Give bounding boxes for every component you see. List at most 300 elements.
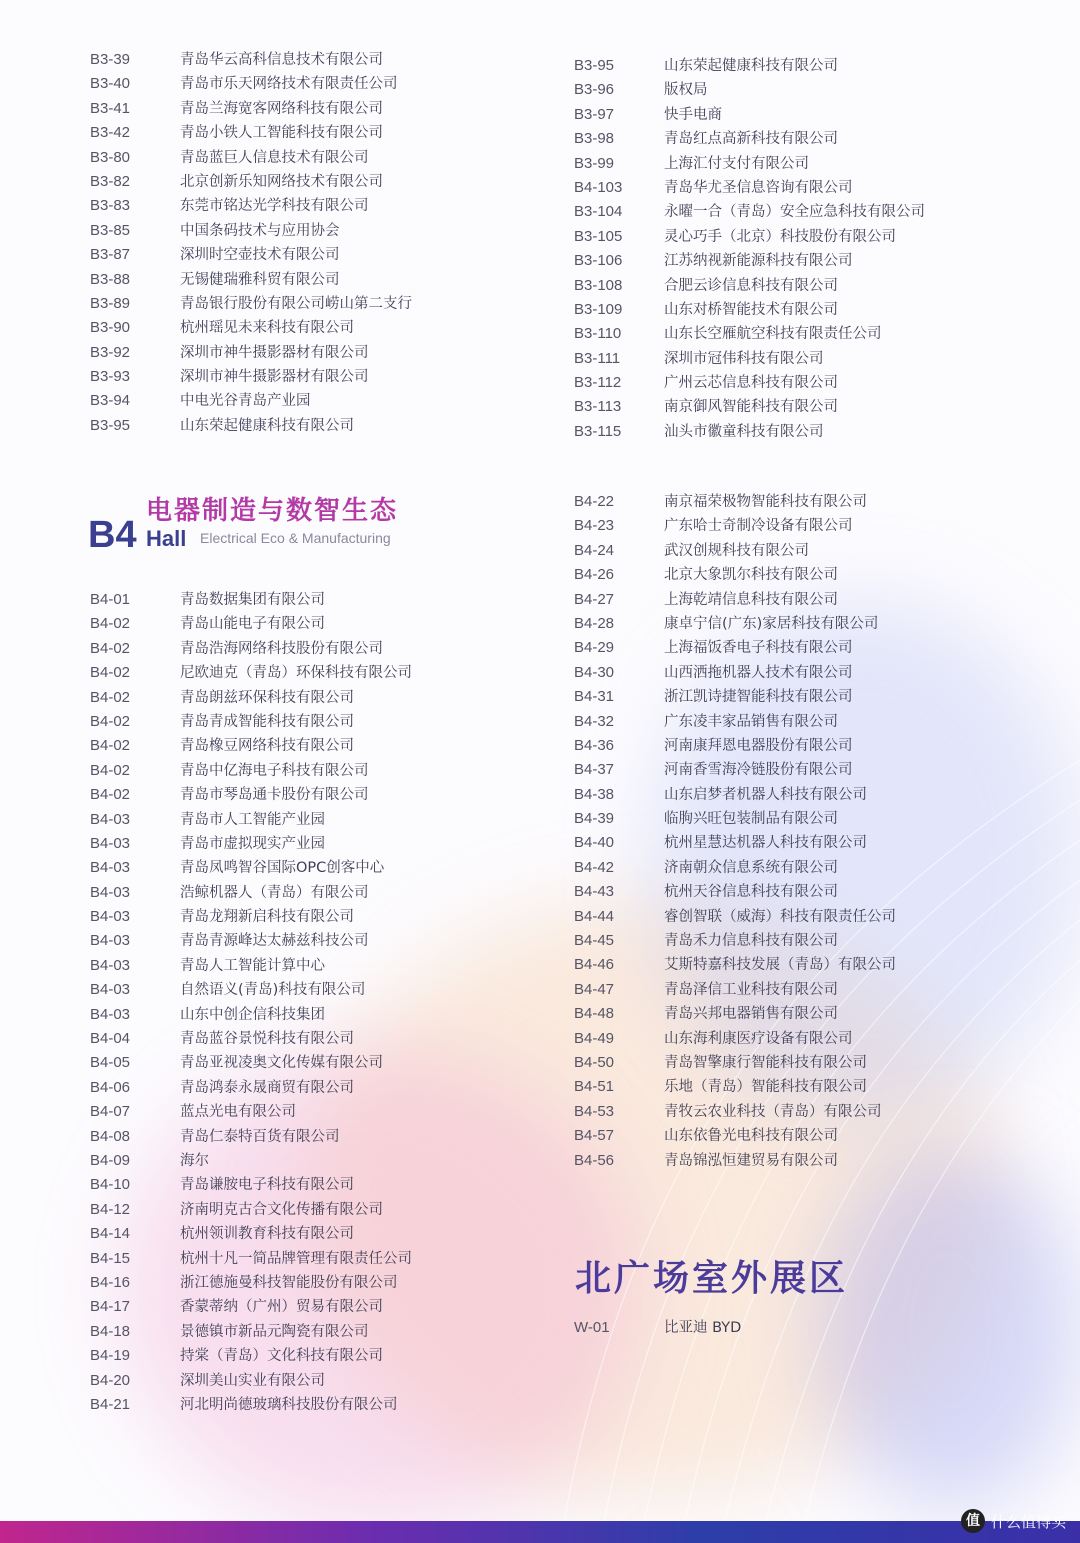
exhibitor-row: [90, 1369, 412, 1393]
booth-code: B4-03: [90, 859, 131, 877]
booth-code: B3-83: [90, 197, 131, 215]
company-name: 广东凌丰家品销售有限公司: [664, 713, 838, 730]
company-name: 比亚迪 BYD: [664, 1320, 742, 1336]
company-name: 青岛山能电子有限公司: [180, 616, 325, 633]
exhibitor-row: [574, 588, 896, 612]
exhibitor-row: [574, 225, 925, 249]
exhibitor-row: [90, 365, 412, 389]
company-name: 上海汇付支付有限公司: [664, 155, 809, 172]
exhibitor-row: [574, 514, 896, 538]
company-name: 青岛蓝巨人信息技术有限公司: [180, 149, 369, 166]
exhibitor-row: [90, 734, 412, 758]
hall-word: Hall: [146, 526, 187, 551]
exhibitor-row: [90, 1295, 412, 1319]
booth-code: B4-12: [90, 1200, 131, 1218]
company-name: 杭州星慧达机器人科技有限公司: [664, 835, 867, 852]
company-name: 青岛中亿海电子科技有限公司: [180, 762, 369, 779]
company-name: 江苏纳视新能源科技有限公司: [664, 253, 853, 270]
company-name: 青岛华云高科信息技术有限公司: [180, 52, 383, 68]
company-name: 上海乾靖信息科技有限公司: [664, 591, 838, 608]
exhibitor-row: [574, 1316, 741, 1340]
booth-code: B4-47: [574, 980, 615, 998]
booth-code: B4-29: [574, 639, 615, 657]
exhibitor-row: [90, 978, 412, 1002]
company-name: 青岛兰海宽客网络科技有限公司: [180, 100, 383, 117]
exhibitor-row: [574, 395, 925, 419]
company-name: 青岛市虚拟现实产业园: [180, 835, 325, 852]
exhibitor-row: [574, 661, 896, 685]
company-name: 青牧云农业科技（青岛）有限公司: [664, 1103, 882, 1120]
company-name: 快手电商: [664, 106, 722, 123]
exhibitor-row: [90, 1076, 412, 1100]
exhibitor-row: [90, 1247, 412, 1271]
exhibitor-row: [90, 612, 412, 636]
exhibitor-row: [574, 127, 925, 151]
exhibitor-row: [90, 661, 412, 685]
company-name: 山东对桥智能技术有限公司: [664, 301, 838, 318]
company-name: 青岛泽信工业科技有限公司: [664, 981, 838, 998]
booth-code: B3-105: [574, 227, 623, 245]
booth-code: B4-02: [90, 639, 131, 657]
company-name: 山东长空雁航空科技有限责任公司: [664, 326, 882, 343]
booth-code: B4-02: [90, 688, 131, 706]
company-name: 青岛亚视凌奥文化传媒有限公司: [180, 1055, 383, 1072]
exhibitor-row: [90, 1051, 412, 1075]
booth-code: W-01: [574, 1319, 610, 1336]
exhibitor-row: [90, 268, 412, 292]
hall-code: B4: [88, 514, 137, 556]
company-name: 杭州十凡一简品牌管理有限责任公司: [180, 1250, 412, 1267]
booth-code: B4-26: [574, 566, 615, 584]
booth-code: B4-49: [574, 1029, 615, 1047]
booth-code: B4-53: [574, 1102, 615, 1120]
exhibitor-row: [90, 292, 412, 316]
exhibitor-row: [90, 1027, 412, 1051]
exhibitor-row: [90, 121, 412, 145]
exhibitor-row: [90, 146, 412, 170]
booth-code: B4-02: [90, 664, 131, 682]
booth-code: B4-07: [90, 1103, 131, 1121]
exhibitor-row: [574, 1100, 896, 1124]
exhibitor-row: [90, 686, 412, 710]
company-name: 青岛锦泓恒建贸易有限公司: [664, 1152, 838, 1169]
exhibitor-row: [574, 249, 925, 273]
exhibitor-row: [574, 856, 896, 880]
exhibitor-row: [90, 341, 412, 365]
booth-code: B4-24: [574, 541, 615, 559]
booth-code: B4-32: [574, 712, 615, 730]
company-name: 深圳时空壶技术有限公司: [180, 247, 340, 264]
company-name: 青岛青成智能科技有限公司: [180, 713, 354, 730]
booth-code: B4-21: [90, 1395, 131, 1413]
exhibitor-row: [90, 194, 412, 218]
exhibitor-row: [90, 1344, 412, 1368]
company-name: 南京福荣极物智能科技有限公司: [664, 494, 867, 510]
booth-code: B4-48: [574, 1005, 615, 1023]
booth-code: B4-15: [90, 1249, 131, 1267]
company-name: 杭州瑶见未来科技有限公司: [180, 320, 354, 337]
exhibitor-row: [90, 1271, 412, 1295]
exhibitor-row: [90, 954, 412, 978]
company-name: 青岛浩海网络科技股份有限公司: [180, 640, 383, 657]
company-name: 青岛市琴岛通卡股份有限公司: [180, 787, 369, 804]
booth-code: B4-18: [90, 1322, 131, 1340]
booth-code: B3-97: [574, 105, 615, 123]
company-name: 山东荣起健康科技有限公司: [180, 417, 354, 434]
company-name: 武汉创规科技有限公司: [664, 542, 809, 559]
booth-code: B3-39: [90, 51, 131, 68]
company-name: 北京大象凯尔科技有限公司: [664, 567, 838, 584]
company-name: 浙江德施曼科技智能股份有限公司: [180, 1274, 398, 1291]
booth-code: B4-44: [574, 907, 615, 925]
booth-code: B4-03: [90, 834, 131, 852]
company-name: 青岛橡豆网络科技有限公司: [180, 738, 354, 755]
company-name: 南京御风智能科技有限公司: [664, 399, 838, 416]
booth-code: B4-23: [574, 517, 615, 535]
company-name: 河南康拜恩电器股份有限公司: [664, 737, 853, 754]
exhibitor-row: [574, 978, 896, 1002]
company-name: 青岛华尤圣信息咨询有限公司: [664, 179, 853, 196]
booth-code: B4-37: [574, 761, 615, 779]
company-name: 青岛智擎康行智能科技有限公司: [664, 1054, 867, 1071]
booth-code: B4-51: [574, 1078, 615, 1096]
exhibitor-row: [574, 758, 896, 782]
watermark-logo-icon: 值: [961, 1509, 985, 1533]
company-name: 广州云芯信息科技有限公司: [664, 375, 838, 392]
exhibitor-row: [574, 490, 896, 514]
exhibitor-row: [574, 905, 896, 929]
exhibitor-list-right-top: [574, 54, 925, 444]
booth-code: B4-06: [90, 1078, 131, 1096]
company-name: 青岛禾力信息科技有限公司: [664, 933, 838, 950]
company-name: 青岛数据集团有限公司: [180, 592, 325, 608]
exhibitor-row: [574, 78, 925, 102]
exhibitor-row: [574, 54, 925, 78]
exhibitor-row: [574, 710, 896, 734]
booth-code: B4-50: [574, 1053, 615, 1071]
company-name: 青岛鸿泰永晟商贸有限公司: [180, 1079, 354, 1096]
booth-code: B3-108: [574, 276, 623, 294]
exhibitor-row: [574, 152, 925, 176]
hall-title-cn: 电器制造与数智生态: [146, 496, 399, 526]
company-name: 青岛市人工智能产业园: [180, 811, 325, 828]
booth-code: B3-96: [574, 81, 615, 99]
booth-code: B4-30: [574, 663, 615, 681]
exhibitor-row: [90, 414, 412, 438]
exhibitor-row: [90, 72, 412, 96]
booth-code: B4-19: [90, 1347, 131, 1365]
exhibitor-row: [90, 48, 412, 72]
exhibitor-list-left-top: [90, 48, 412, 438]
exhibitor-row: [90, 1003, 412, 1027]
booth-code: B4-17: [90, 1298, 131, 1316]
booth-code: B3-92: [90, 343, 131, 361]
exhibitor-row: [574, 953, 896, 977]
exhibitor-row: [90, 1125, 412, 1149]
exhibitor-row: [90, 856, 412, 880]
booth-code: B4-103: [574, 178, 623, 196]
company-name: 汕头市徽童科技有限公司: [664, 423, 824, 440]
company-name: 深圳市神牛摄影器材有限公司: [180, 344, 369, 361]
exhibitor-row: [90, 905, 412, 929]
booth-code: B4-36: [574, 736, 615, 754]
company-name: 河南香雪海冷链股份有限公司: [664, 762, 853, 779]
hall-header: [88, 490, 428, 560]
company-name: 浙江凯诗捷智能科技有限公司: [664, 689, 853, 706]
booth-code: B4-10: [90, 1176, 131, 1194]
company-name: 北京创新乐知网络技术有限公司: [180, 173, 383, 190]
exhibitor-row: [574, 636, 896, 660]
booth-code: B3-110: [574, 325, 622, 343]
exhibitor-row: [90, 219, 412, 243]
company-name: 青岛仁泰特百货有限公司: [180, 1128, 340, 1145]
company-name: 灵心巧手（北京）科技股份有限公司: [664, 228, 896, 245]
company-name: 蓝点光电有限公司: [180, 1104, 296, 1121]
exhibitor-row: [90, 1320, 412, 1344]
company-name: 山东荣起健康科技有限公司: [664, 58, 838, 74]
company-name: 山东海利康医疗设备有限公司: [664, 1030, 853, 1047]
booth-code: B4-03: [90, 956, 131, 974]
booth-code: B4-14: [90, 1225, 131, 1243]
booth-code: B3-82: [90, 172, 131, 190]
company-name: 持棠（青岛）文化科技有限公司: [180, 1348, 383, 1365]
company-name: 康卓宁信(广东)家居科技有限公司: [664, 615, 879, 632]
booth-code: B4-05: [90, 1054, 131, 1072]
exhibitor-row: [574, 563, 896, 587]
company-name: 山东中创企信科技集团: [180, 1006, 325, 1023]
booth-code: B3-109: [574, 300, 623, 318]
company-name: 版权局: [664, 82, 708, 99]
exhibitor-row: [90, 832, 412, 856]
exhibitor-row: [574, 1149, 896, 1173]
company-name: 济南朝众信息系统有限公司: [664, 859, 838, 876]
exhibitor-row: [574, 274, 925, 298]
booth-code: B3-94: [90, 392, 131, 410]
booth-code: B4-28: [574, 614, 615, 632]
exhibitor-row: [90, 1173, 412, 1197]
exhibitor-row: [90, 170, 412, 194]
exhibitor-row: [90, 710, 412, 734]
booth-code: B4-02: [90, 786, 131, 804]
exhibitor-row: [574, 1002, 896, 1026]
booth-code: B4-03: [90, 932, 131, 950]
company-name: 深圳市冠伟科技有限公司: [664, 350, 824, 367]
booth-code: B4-56: [574, 1151, 615, 1169]
booth-code: B3-106: [574, 252, 623, 270]
exhibitor-row: [90, 783, 412, 807]
company-name: 青岛银行股份有限公司崂山第二支行: [180, 295, 412, 312]
exhibitor-row: [574, 734, 896, 758]
exhibitor-row: [574, 880, 896, 904]
exhibitor-row: [90, 588, 412, 612]
booth-code: B4-22: [574, 493, 615, 510]
booth-code: B3-112: [574, 374, 622, 392]
company-name: 青岛市乐天网络技术有限责任公司: [180, 76, 398, 93]
company-name: 香蒙蒂纳（广州）贸易有限公司: [180, 1299, 383, 1316]
company-name: 上海福饭香电子科技有限公司: [664, 640, 853, 657]
company-name: 青岛红点高新科技有限公司: [664, 131, 838, 148]
booth-code: B4-20: [90, 1371, 131, 1389]
hall-title-en: Electrical Eco & Manufacturing: [200, 530, 391, 546]
exhibitor-row: [574, 1027, 896, 1051]
booth-code: B4-02: [90, 737, 131, 755]
exhibitor-row: [574, 612, 896, 636]
exhibitor-row: [90, 808, 412, 832]
booth-code: B3-87: [90, 246, 131, 264]
booth-code: B4-39: [574, 810, 615, 828]
company-name: 浩鲸机器人（青岛）有限公司: [180, 884, 369, 901]
booth-code: B3-99: [574, 154, 615, 172]
exhibitor-row: [90, 1149, 412, 1173]
booth-code: B4-42: [574, 858, 615, 876]
exhibitor-row: [574, 200, 925, 224]
company-name: 东莞市铭达光学科技有限公司: [180, 198, 369, 215]
booth-code: B4-09: [90, 1151, 131, 1169]
booth-code: B4-08: [90, 1127, 131, 1145]
booth-code: B3-111: [574, 349, 621, 367]
exhibitor-row: [574, 1051, 896, 1075]
booth-code: B3-41: [90, 99, 131, 117]
booth-code: B4-02: [90, 761, 131, 779]
exhibitor-row: [90, 881, 412, 905]
company-name: 海尔: [180, 1152, 209, 1169]
booth-code: B3-104: [574, 203, 623, 221]
exhibitor-row: [574, 783, 896, 807]
exhibitor-list-right-b4: [574, 490, 896, 1173]
company-name: 自然语义(青岛)科技有限公司: [180, 982, 366, 999]
exhibitor-row: [574, 929, 896, 953]
company-name: 青岛谦胺电子科技有限公司: [180, 1177, 354, 1194]
booth-code: B3-89: [90, 294, 131, 312]
company-name: 杭州领训教育科技有限公司: [180, 1226, 354, 1243]
company-name: 济南明克古合文化传播有限公司: [180, 1201, 383, 1218]
exhibitor-row: [574, 298, 925, 322]
company-name: 山西洒拖机器人技术有限公司: [664, 664, 853, 681]
exhibitor-row: [574, 539, 896, 563]
exhibitor-row: [90, 97, 412, 121]
booth-code: B4-27: [574, 590, 615, 608]
company-name: 艾斯特嘉科技发展（青岛）有限公司: [664, 957, 896, 974]
company-name: 深圳市神牛摄影器材有限公司: [180, 369, 369, 386]
booth-code: B3-40: [90, 75, 131, 93]
booth-code: B3-98: [574, 130, 615, 148]
company-name: 青岛凤鸣智谷国际OPC创客中心: [180, 860, 385, 877]
exhibitor-row: [90, 316, 412, 340]
booth-code: B4-02: [90, 615, 131, 633]
company-name: 青岛朗兹环保科技有限公司: [180, 689, 354, 706]
booth-code: B3-113: [574, 398, 622, 416]
booth-code: B4-31: [574, 688, 615, 706]
booth-code: B4-03: [90, 810, 131, 828]
exhibitor-row: [574, 1075, 896, 1099]
company-name: 青岛龙翔新启科技有限公司: [180, 909, 354, 926]
company-name: 尼欧迪克（青岛）环保科技有限公司: [180, 665, 412, 682]
exhibitor-row: [90, 929, 412, 953]
company-name: 河北明尚德玻璃科技股份有限公司: [180, 1396, 398, 1413]
company-name: 杭州天谷信息科技有限公司: [664, 884, 838, 901]
booth-code: B4-03: [90, 908, 131, 926]
exhibitor-row: [90, 759, 412, 783]
booth-code: B4-04: [90, 1030, 131, 1048]
booth-code: B3-90: [90, 319, 131, 337]
exhibitor-row: [90, 1393, 412, 1417]
exhibitor-row: [574, 1124, 896, 1148]
outdoor-exhibitor-list: [574, 1316, 741, 1340]
company-name: 青岛小铁人工智能科技有限公司: [180, 125, 383, 142]
exhibitor-row: [90, 243, 412, 267]
company-name: 临朐兴旺包装制品有限公司: [664, 811, 838, 828]
booth-code: B3-85: [90, 221, 131, 239]
watermark: [961, 1509, 1066, 1533]
company-name: 永曜一合（青岛）安全应急科技有限公司: [664, 204, 925, 221]
exhibitor-row: [574, 831, 896, 855]
exhibitor-row: [90, 1100, 412, 1124]
exhibitor-list-left-b4: [90, 588, 412, 1417]
exhibitor-row: [574, 807, 896, 831]
exhibitor-row: [90, 389, 412, 413]
bottom-gradient-bar: [0, 1521, 1080, 1543]
booth-code: B3-88: [90, 270, 131, 288]
booth-code: B3-95: [574, 57, 615, 74]
booth-code: B4-38: [574, 785, 615, 803]
booth-code: B4-03: [90, 981, 131, 999]
company-name: 深圳美山实业有限公司: [180, 1372, 325, 1389]
booth-code: B4-43: [574, 883, 615, 901]
booth-code: B4-02: [90, 712, 131, 730]
exhibitor-row: [90, 1222, 412, 1246]
booth-code: B4-46: [574, 956, 615, 974]
booth-code: B3-93: [90, 368, 131, 386]
company-name: 青岛兴邦电器销售有限公司: [664, 1006, 838, 1023]
exhibitor-row: [574, 347, 925, 371]
booth-code: B4-03: [90, 1005, 131, 1023]
exhibitor-row: [90, 637, 412, 661]
watermark-text: 什么值得买: [990, 1512, 1066, 1531]
company-name: 山东依鲁光电科技有限公司: [664, 1128, 838, 1145]
booth-code: B4-40: [574, 834, 615, 852]
booth-code: B4-45: [574, 932, 615, 950]
exhibitor-row: [574, 176, 925, 200]
booth-code: B4-01: [90, 591, 131, 608]
company-name: 中电光谷青岛产业园: [180, 393, 311, 410]
booth-code: B3-42: [90, 124, 131, 142]
company-name: 山东启梦者机器人科技有限公司: [664, 786, 867, 803]
booth-code: B4-03: [90, 883, 131, 901]
booth-code: B3-115: [574, 422, 622, 440]
company-name: 景德镇市新品元陶瓷有限公司: [180, 1323, 369, 1340]
company-name: 合肥云诊信息科技有限公司: [664, 277, 838, 294]
booth-code: B3-80: [90, 148, 131, 166]
booth-code: B4-16: [90, 1273, 131, 1291]
booth-code: B4-57: [574, 1127, 615, 1145]
exhibitor-row: [574, 322, 925, 346]
company-name: 中国条码技术与应用协会: [180, 222, 340, 239]
exhibitor-row: [90, 1198, 412, 1222]
exhibitor-row: [574, 420, 925, 444]
company-name: 青岛人工智能计算中心: [180, 957, 325, 974]
booth-code: B3-95: [90, 416, 131, 434]
exhibitor-row: [574, 371, 925, 395]
exhibitor-row: [574, 103, 925, 127]
company-name: 乐地（青岛）智能科技有限公司: [664, 1079, 867, 1096]
outdoor-area-title: 北广场室外展区: [575, 1258, 849, 1299]
exhibitor-row: [574, 685, 896, 709]
company-name: 无锡健瑞雅科贸有限公司: [180, 271, 340, 288]
company-name: 青岛蓝谷景悦科技有限公司: [180, 1031, 354, 1048]
company-name: 广东哈士奇制冷设备有限公司: [664, 518, 853, 535]
company-name: 青岛青源峰达太赫兹科技公司: [180, 933, 369, 950]
company-name: 睿创智联（威海）科技有限责任公司: [664, 908, 896, 925]
